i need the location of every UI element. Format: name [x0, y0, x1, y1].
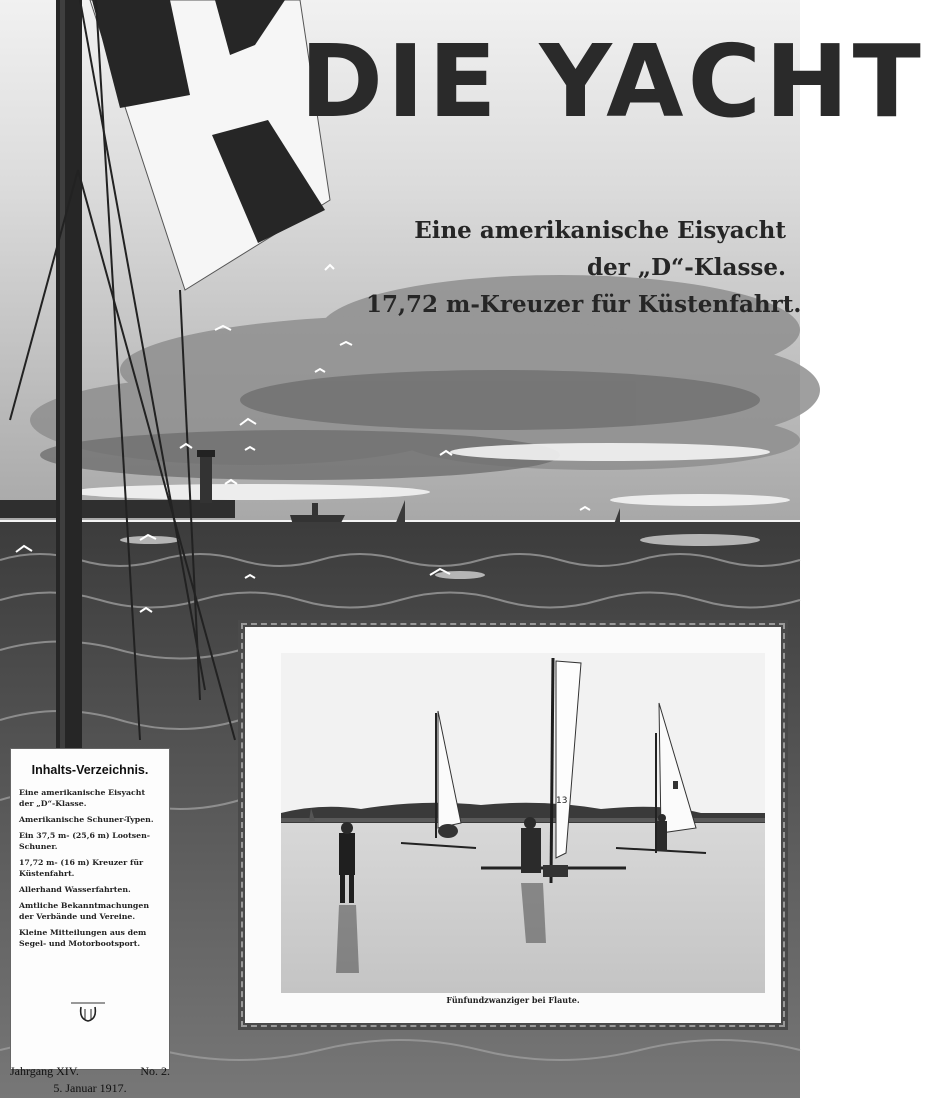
masthead-title: DIE YACHT — [300, 23, 925, 140]
lyre-emblem-icon — [71, 999, 105, 1025]
issue-number: No. 2. — [140, 1064, 170, 1078]
iceboat-photo — [281, 653, 765, 993]
toc-item: Allerhand Wasserfahrten. — [19, 885, 131, 894]
toc-item: Kleine Mitteilungen aus dem Segel- und Motorbootsport. — [19, 928, 147, 948]
photo-frame — [238, 620, 788, 1030]
toc-item: Amerikanische Schuner-Typen. — [19, 815, 154, 824]
sail-number: 13 — [556, 796, 568, 806]
toc-list — [19, 787, 161, 949]
issue-date: 5. Januar 1917. — [53, 1081, 127, 1095]
issue-info — [10, 1063, 170, 1097]
table-of-contents — [10, 748, 170, 1070]
toc-item: Eine amerikanische Eisyacht der „D“-Klasse. — [19, 788, 146, 808]
cover-headlines — [366, 212, 802, 323]
toc-item: Ein 37,5 m- (25,6 m) Lootsen-Schuner. — [19, 831, 150, 851]
photo-caption: Fünfundzwanziger bei Flaute. — [446, 995, 580, 1005]
lighthouse — [200, 455, 212, 503]
toc-heading: Inhalts-Verzeichnis. — [31, 763, 149, 777]
headline-line-1: Eine amerikanische Eisyacht — [414, 217, 786, 244]
headline-line-3: 17,72 m-Kreuzer für Küstenfahrt. — [366, 291, 802, 318]
headline-line-2: der „D“-Klasse. — [587, 254, 786, 281]
breakwater — [0, 500, 235, 518]
mast — [56, 0, 82, 750]
toc-item: 17,72 m- (16 m) Kreuzer für Küstenfahrt. — [19, 858, 144, 878]
toc-item: Amtliche Bekanntmachungen der Verbände und Vereine. — [19, 901, 149, 921]
issue-volume: Jahrgang XIV. — [10, 1064, 79, 1078]
standing-figure — [339, 833, 355, 875]
